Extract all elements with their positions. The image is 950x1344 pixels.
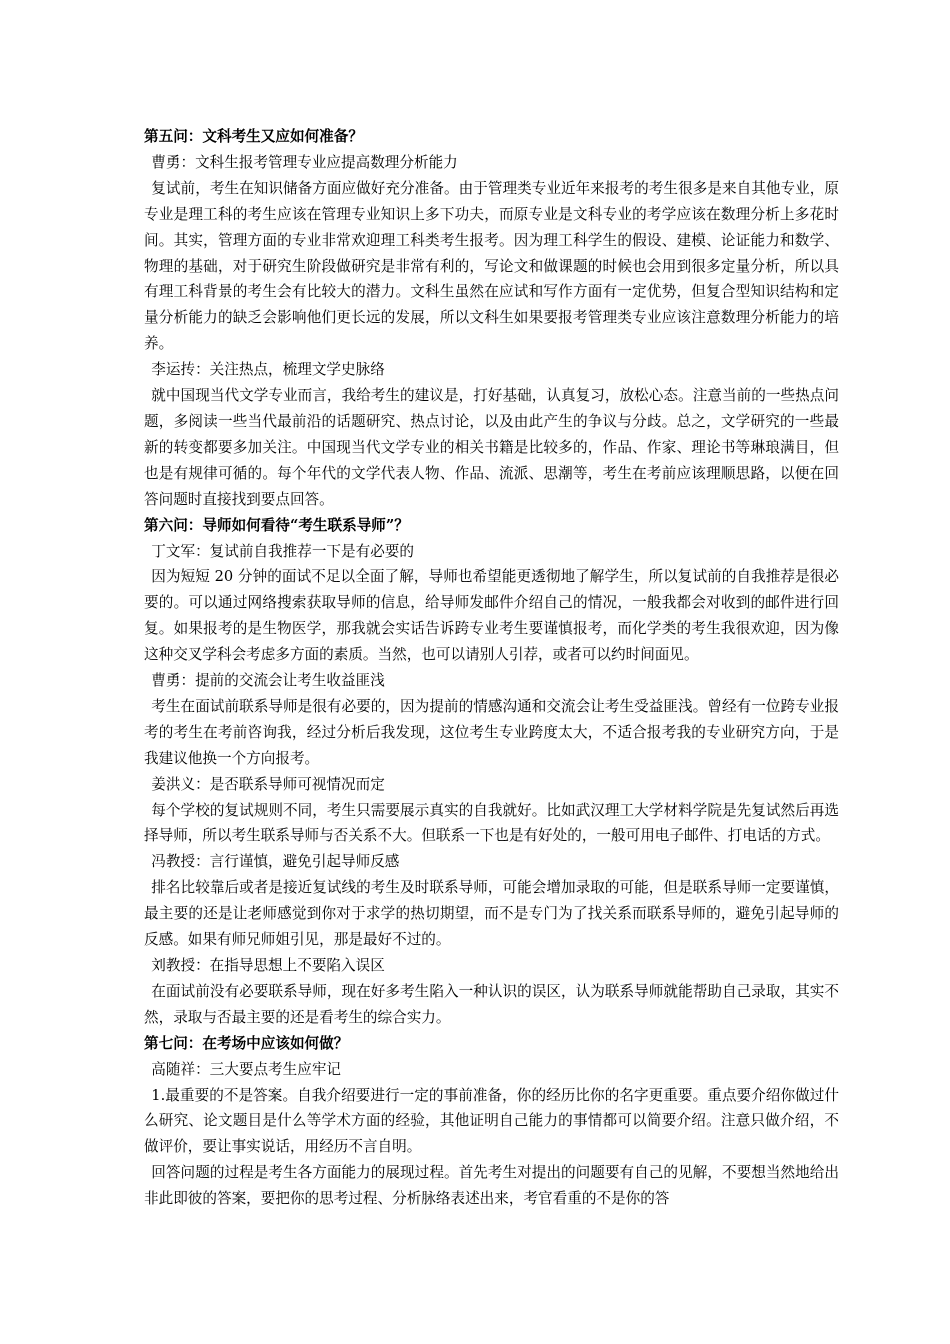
speaker-title: 曹勇：提前的交流会让考生收益匪浅: [151, 672, 385, 690]
section-heading-q6: 第六问：导师如何看待“考生联系导师”？: [144, 516, 409, 534]
paragraph: 就中国现当代文学专业而言，我给考生的建议是，打好基础，认真复习，放松心态。注意当前的一些热点问题，多阅读一些当代最前沿的话题研究、热点讨论，以及由此产生的争议与分歧。总之，文学研究的一些最新的转变都要多加关注。中国现当代文学专业的相关书籍是比较多的，作品、作家、理论书等琳琅满目，但也是有规律可循的。每个年代的文学代表人物、作品、流派、思潮等，考生在考前应该理顺思路，以便在回答问题时直接找到要点回答。: [144, 387, 839, 508]
speaker-title: 丁文军：复试前自我推荐一下是有必要的: [151, 542, 414, 560]
speaker-title: 刘教授：在指导思想上不要陷入误区: [151, 957, 385, 974]
speaker-title: 李运抟：关注热点，梳理文学史脉络: [151, 361, 385, 379]
paragraph: 回答问题的过程是考生各方面能力的展现过程。首先考生对提出的问题要有自己的见解，不要想当然地给出非此即彼的答案，要把你的思考过程、分析脉络表述出来，考官看重的不是你的答: [144, 1164, 839, 1208]
section-heading-q5: 第五问：文科考生又应如何准备？: [144, 128, 363, 145]
speaker-title: 曹勇：文科生报考管理专业应提高数理分析能力: [151, 153, 458, 171]
paragraph: 因为短短 20 分钟的面试不足以全面了解，导师也希望能更透彻地了解学生，所以复试前的自我推荐是很必要的。可以通过网络搜索获取导师的信息，给导师发邮件介绍自己的情况，一般我都会对收到的邮件进行回复。如果报考的是生物医学，那我就会实话告诉跨专业考生要谨慎报考，而化学类的考生我很欢迎，因为像这种交叉学科会考虑多方面的素质。当然，也可以请别人引荐，或者可以约时间面见。: [144, 568, 839, 664]
paragraph: 排名比较靠后或者是接近复试线的考生及时联系导师，可能会增加录取的可能，但是联系导师一定要谨慎，最主要的还是让老师感觉到你对于求学的热切期望，而不是专门为了找关系而联系导师的，避免引起导师的反感。如果有师兄师姐引见，那是最好不过的。: [144, 879, 839, 949]
paragraph: 在面试前没有必要联系导师，现在好多考生陷入一种认识的误区，认为联系导师就能帮助自己录取，其实不然，录取与否最主要的还是看考生的综合实力。: [144, 982, 839, 1026]
paragraph: 复试前，考生在知识储备方面应做好充分准备。由于管理类专业近年来报考的考生很多是来自其他专业，原专业是理工科的考生应该在管理专业知识上多下功夫，而原专业是文科专业的考学应该在数理分析上多花时间。其实，管理方面的专业非常欢迎理工科类考生报考。因为理工科学生的假设、建模、论证能力和数学、物理的基础，对于研究生阶段做研究是非常有利的，写论文和做课题的时候也会用到很多定量分析，所以具有理工科背景的考生会有比较大的潜力。文科生虽然在应试和写作方面有一定优势，但复合型知识结构和定量分析能力的缺乏会影响他们更长远的发展，所以文科生如果要报考管理类专业应该注意数理分析能力的培养。: [144, 179, 839, 353]
paragraph: 考生在面试前联系导师是很有必要的，因为提前的情感沟通和交流会让考生受益匪浅。曾经有一位跨专业报考的考生在考前咨询我，经过分析后我发现，这位考生专业跨度太大，不适合报考我的专业研究方向，于是我建议他换一个方向报考。: [144, 697, 839, 767]
speaker-title: 姜洪义：是否联系导师可视情况而定: [151, 775, 385, 793]
section-heading-q7: 第七问：在考场中应该如何做？: [144, 1034, 349, 1052]
paragraph: 1.最重要的不是答案。自我介绍要进行一定的事前准备，你的经历比你的名字更重要。重点要介绍你做过什么研究、论文题目是什么等学术方面的经验，其他证明自己能力的事情都可以简要介绍。注意只做介绍，不做评价，要让事实说话，用经历不言自明。: [144, 1086, 839, 1156]
document-page: [144, 124, 839, 1212]
paragraph: 每个学校的复试规则不同，考生只需要展示真实的自我就好。比如武汉理工大学材料学院是先复试然后再选择导师，所以考生联系导师与否关系不大。但联系一下也是有好处的，一般可用电子邮件、打电话的方式。: [144, 801, 839, 845]
speaker-title: 高随祥：三大要点考生应牢记: [151, 1060, 342, 1078]
speaker-title: 冯教授：言行谨慎，避免引起导师反感: [151, 853, 400, 871]
